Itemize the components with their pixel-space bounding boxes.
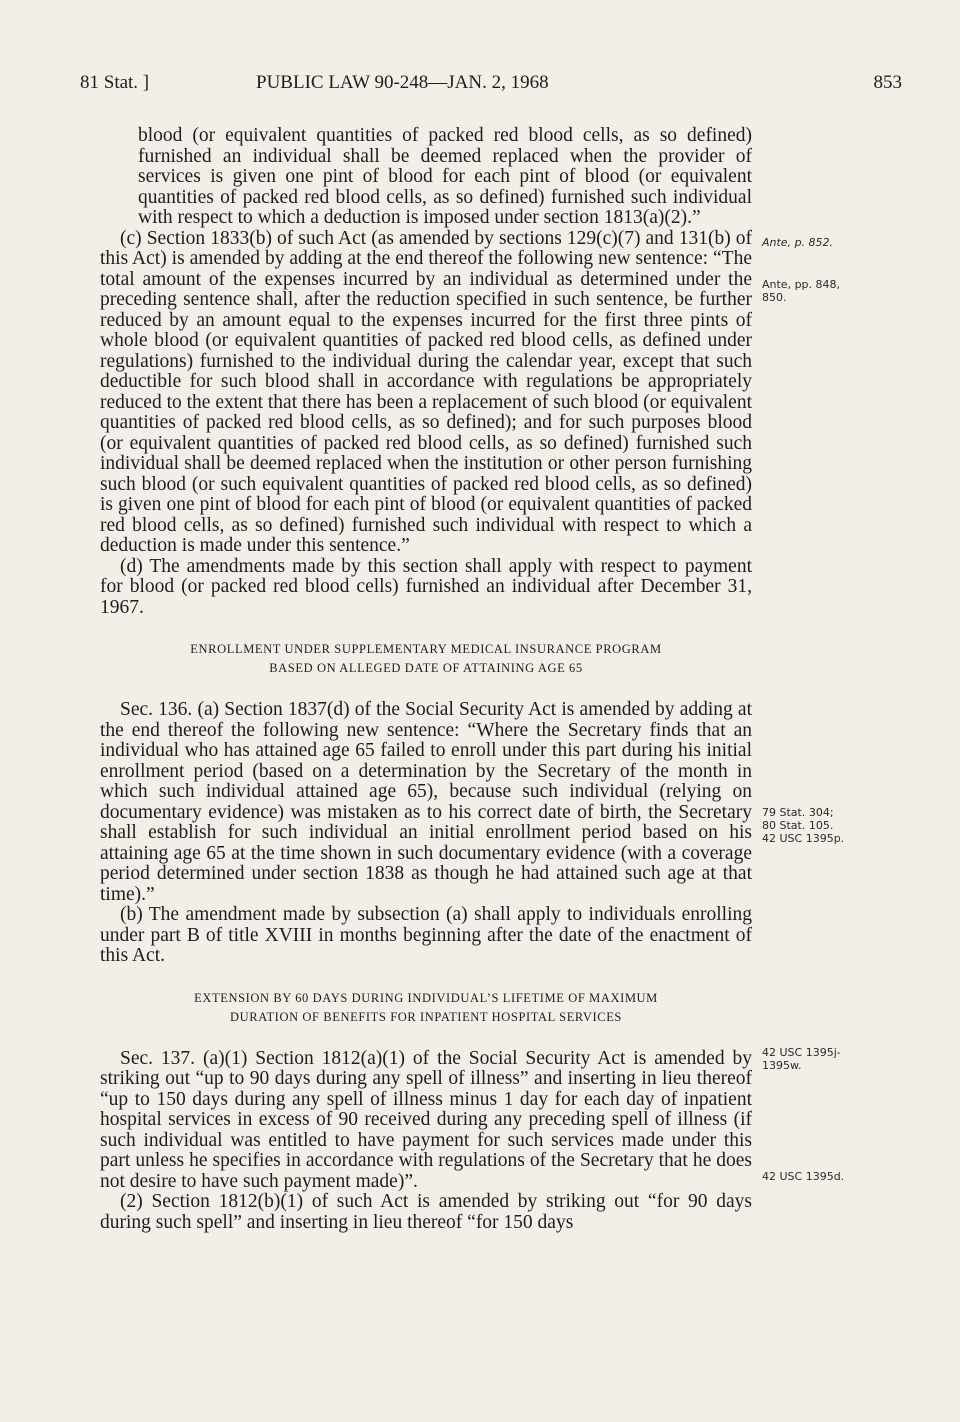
page-header <box>80 72 902 98</box>
paragraph-section-137-a1: Sec. 137. (a)(1) Section 1812(a)(1) of the Social Security Act is amended by striking out “up to 90 days during any spell of illness” and inserting in lieu thereof “up to 150 days during any spell of illness minus 1 day for each day of inpatient hospital services in excess of 90 received during any preceding spell of illness (if such individual was entitled to have payment for such services made under this part unless he specifies in accordance with regulations of the Secretary that he does not desire to have such payment made)”. <box>100 1047 752 1192</box>
paragraph-subsection-c: (c) Section 1833(b) of such Act (as amended by sections 129(c)(7) and 131(b) of this Act) is amended by adding at the end thereof the following new sentence: “The total amount of the expenses incurred by an individual as determined under the preceding sentence shall, after the reduction specified in such sentence, be further reduced by an amount equal to the expenses incurred for the first three pints of whole blood (or equivalent quantities of packed red blood cells, as defined under regulations) furnished to the individual during the calendar year, except that such deductible for such blood shall in accordance with regulations be appropriately reduced to the extent that there has been a replacement of such blood (or equivalent quantities of packed red blood cells, as so defined); and for such purposes blood (or equivalent quantities of packed red blood cells, as so defined) furnished such individual shall be deemed replaced when the institution or other person furnishing such blood (or such equivalent quantities of packed red blood cells, as so defined) is given one pint of blood for each pint of blood (or equivalent quantities of packed red blood cells, as so defined) furnished such individual with respect to which a deduction is made under this sentence.” <box>100 227 752 556</box>
margin-note-ante-852: Ante, p. 852. <box>762 236 834 249</box>
section-heading-enrollment <box>100 640 752 678</box>
margin-note-1395d: 42 USC 1395d. <box>762 1170 845 1183</box>
margin-note-1395j: 42 USC 1395j- 1395w. <box>762 1046 841 1072</box>
paragraph-subsection-d: (d) The amendments made by this section shall apply with respect to payment for blood (or packed red blood cells) furnished an individual after December 31, 1967. <box>100 555 752 618</box>
paragraph-section-136-b: (b) The amendment made by subsection (a) shall apply to individuals enrolling under part B of title XVIII in months beginning after the date of the enactment of this Act. <box>100 904 752 966</box>
paragraph-blood-replacement: blood (or equivalent quantities of packed red blood cells, as so defined) furnished an individual shall be deemed replaced when the provider of services is given one pint of blood for each pint of blood (or equivalent quantities of packed red blood cells, as so defined) furnished such individual with respect to which a deduction is imposed under section 1813(a)(2).” <box>138 125 752 228</box>
paragraph-section-136-a: Sec. 136. (a) Section 1837(d) of the Social Security Act is amended by adding at the end thereof the following new sentence: “Where the Secretary finds that an individual who has attained age 65 failed to enroll under this part during his initial enrollment period (based on a determination by the Secretary of the month in which such individual attained age 65), because such individual (relying on documentary evidence) was mistaken as to his correct date of birth, the Secretary shall establish for such individual an initial enrollment period based on his attaining age 65 at the time shown in such documentary evidence (with a coverage period determined under section 1838 as though he had attained such age at that time).” <box>100 699 752 905</box>
header-title: PUBLIC LAW 90-248—JAN. 2, 1968 <box>256 72 549 93</box>
header-statute-volume: 81 Stat. ] <box>80 72 150 93</box>
heading-line: ENROLLMENT UNDER SUPPLEMENTARY MEDICAL INSURANCE PROGRAM <box>190 642 662 656</box>
body-column <box>100 126 752 1233</box>
heading-line: BASED ON ALLEGED DATE OF ATTAINING AGE 65 <box>269 661 583 675</box>
margin-note-79-stat: 79 Stat. 304; 80 Stat. 105. 42 USC 1395p. <box>762 806 845 845</box>
header-page-number: 853 <box>873 72 902 93</box>
section-heading-extension <box>100 989 752 1027</box>
margin-note-ante-848: Ante, pp. 848, 850. <box>762 278 841 304</box>
heading-line: EXTENSION BY 60 DAYS DURING INDIVIDUAL’S LIFETIME OF MAXIMUM <box>194 990 658 1005</box>
heading-line: DURATION OF BENEFITS FOR INPATIENT HOSPITAL SERVICES <box>230 1009 622 1024</box>
paragraph-section-137-a2: (2) Section 1812(b)(1) of such Act is amended by striking out “for 90 days during such spell” and inserting in lieu thereof “for 150 days <box>100 1191 752 1233</box>
